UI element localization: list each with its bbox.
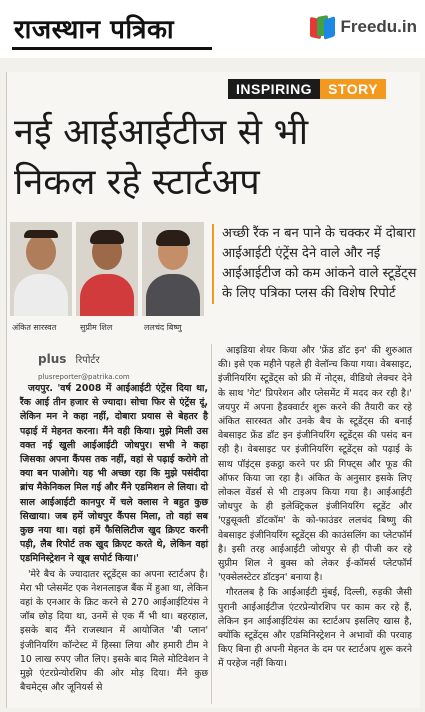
article-deck: अच्छी रैंक न बन पाने के चक्कर में दोबारा आईआईटी एंट्रेंस देने वाले और नई आईआईटीज को कम आंकने वाले स्टूडेंट्स के लिए पत्रिका प्लस की विशेष रिपोर्ट (212, 224, 422, 304)
photo-strip (10, 222, 205, 332)
masthead (0, 0, 425, 58)
person-photo-3 (142, 222, 204, 316)
byline-plus: plus (38, 352, 67, 366)
photo-caption-3: ललचंद बिष्णु (144, 323, 182, 332)
article-paragraph: आइडिया शेयर किया और 'फ्रेंड डॉट इन' की शुरुआत की। इसे एक महीने पहले ही वेलॉन्च किया गया। वेबसाइट, इंजीनियरिंग स्टूडेंट्स को फ्री में नोट्स, वीडियो लेक्चर देने के साथ 'गेट' प्रिपरेशन और प्लेसमेंट में मदद कर रही है।' जयपुर में अपना हैडक्वार्टर शुरू करने की तैयारी कर रहे अंकित सारस्वत और उनके बैच के स्टूडेंट्स की बनाई वेबसाइट फ्रेंड डॉट इन इंजीनियरिंग स्टूडेंट्स की पसंद बन रही है। वेबसाइट पर इंजीनियरिंग स्टूडेंट्स को पढ़ाई के साथ पॉइंट्स इकट्ठा करने पर फ्री गिफ्ट्स और फूड की ऑफर किया जा रहा है। अंकित के अनुसार इसके लिए लोकल वेंडर्स से भी टाइअप किया गया है। आईआईटी जोधपुर के ही इलेक्ट्रिकल इंजीनियरिंग स्टूडेंट और 'एडुसूक्ती डॉटकॉम' के को-फाउंडर ललचंद बिष्णु की वेबसाइट इंजीनियरिंग स्टूडेंट्स की काउंसलिंग का प्लेटफॉर्म है। इसी तरह आईआईटी जोधपुर से ही पीजी कर रहे सुप्रीम शिल ने बुक्स को लेकर ई-कॉमर्स प्लेटफॉर्म 'एक्सेलस्टेटर डॉटइन' बनाया है। (218, 345, 412, 584)
person-photo-1 (10, 222, 72, 316)
banner-inspiring: INSPIRING (228, 79, 320, 99)
person-photo-2 (76, 222, 138, 316)
brand-logo[interactable] (310, 16, 417, 38)
photo-caption-1: अंकित सारस्वत (12, 323, 57, 332)
article-paragraph: 'मेरे बैच के ज्यादातर स्टूडेंट्स का अपना स्टार्टअप है। मेरा भी प्लेसमेंट एक नेशनलाइज बैंक में हुआ था, लेकिन वहां के एनआर के क्रिट करने से 270 आईआईटियंस ने जॉब छोड़ दिया था, उनमें से एक मैं भी था। बहरहाल, इसके बाद मैंने राजस्थान में आयोजित 'बी प्लान' इंजीनियरिंग कॉन्टेस्ट में हिस्सा लिया और हमारी टीम ने 10 लाख रुपए जीत लिए। इसके बाद मिले मोटिवेशन ने मुझे एंटरप्रेन्योरशिप की ओर मोड़ दिया। मैंने कुछ बैचमेट्स और जूनियर्स से (20, 568, 208, 694)
masthead-rule (12, 47, 212, 50)
article-column-left (20, 382, 208, 696)
article-paragraph: जयपुर. 'वर्ष 2008 में आईआईटी एंट्रेंस दिया था, रैंक आई तीन हजार से ज्यादा। सोचा फिर से एंट्रेंस दूं, लेकिन मन ने कहा नहीं, दोबारा प्रयास से बेहतर है पढ़ाई में मेहनत करना। मैंने वही किया। मुझे मिली उस वक्त नई खुली आईआईटी जोधपुर। सभी ने कहा जिसका अपना कैंपस तक नहीं, वहां से पढ़ाई करोगे तो क्या बन पाओगे। यह भी अच्छा रहा कि मुझे पसंदीदा ब्रांच मैकेनिकल मिल गई और मैंने एडमिशन ले लिया। दो साल आईआईटी कानपुर में चले क्लास ने बहुत कुछ सिखाया। जब हमें जोधपुर कैंपस मिला, तो वहां सब कुछ नया था। वहां हमें फैसिलिटीज खुद क्रिएट करनी पड़ी, लैब रिपोर्ट तक खुद क्रिएट करते थे, लेकिन वहां एडमिनिस्ट्रेशन ने खूब सपोर्ट किया।' (20, 383, 208, 565)
byline-email[interactable]: plusreporter@patrika.com (38, 373, 130, 381)
article-paragraph: गौरतलब है कि आईआईटी मुंबई, दिल्ली, रुड़की जैसी पुरानी आईआईटीज एंटरप्रेन्योरशिप पर काम कर रहे हैं, लेकिन इन आईआईटियंस का स्टार्टअप इसलिए खास है, क्योंकि स्टूडेंट्स और एडमिनिस्ट्रेशन ने अभावों की परवाह किए बिना ही अपनी मेहनत के दम पर स्टार्टअप शुरू करने में परहेज नहीं किया। (218, 587, 412, 670)
book-icon (310, 16, 336, 38)
newspaper-title: राजस्थान पत्रिका (14, 15, 175, 45)
byline (38, 348, 208, 381)
byline-bureau: रिपोर्टर (75, 355, 100, 366)
headline-line-2: निकल रहे स्टार्टअप (14, 162, 260, 203)
section-banner (228, 79, 386, 99)
article-column-right (218, 344, 412, 673)
brand-name: Freedu.in (340, 17, 417, 36)
headline-line-1: नई आईआईटीज से भी (14, 112, 309, 153)
photo-caption-2: सुप्रीम शिल (80, 323, 113, 332)
column-divider (211, 344, 212, 704)
banner-story: STORY (320, 79, 386, 99)
headline (14, 108, 414, 208)
